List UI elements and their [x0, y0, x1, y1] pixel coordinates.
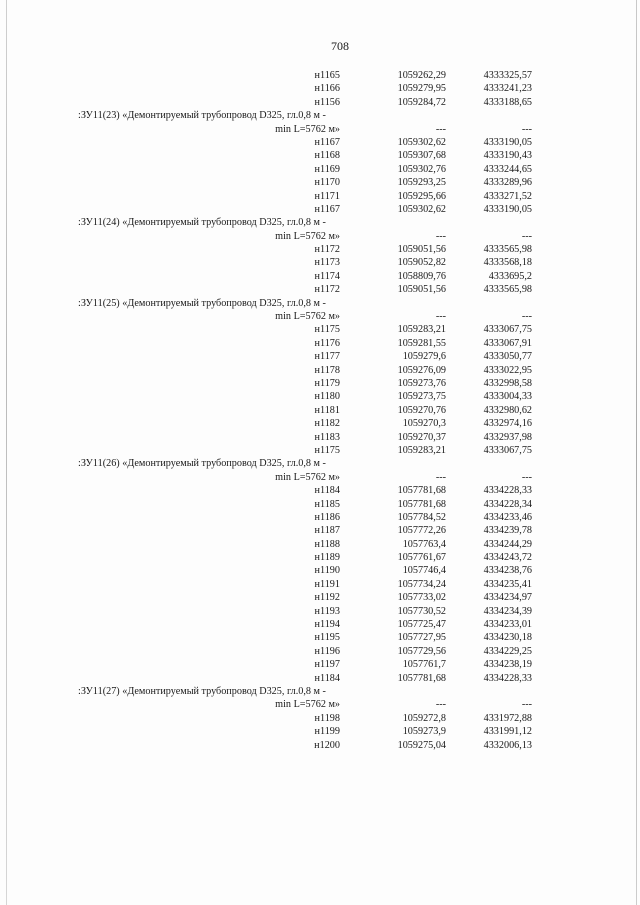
coordinate-x: 1059272,8 [402, 712, 446, 724]
point-id: н1167 [314, 203, 340, 215]
table-row [78, 364, 532, 377]
coordinate-y: 4333188,65 [483, 96, 532, 108]
coordinate-y: 4334230,18 [483, 632, 532, 644]
parcel-header-row [78, 471, 532, 484]
table-row [78, 631, 532, 644]
table-row [78, 377, 532, 390]
point-id: н1188 [314, 538, 340, 550]
point-id: н1193 [314, 605, 340, 617]
coordinate-x: 1059295,66 [397, 190, 446, 202]
point-id: н1178 [314, 364, 340, 376]
coordinate-y: 4333067,91 [483, 337, 532, 349]
coordinate-x: 1059293,25 [397, 177, 446, 189]
coordinate-x: 1059281,55 [397, 337, 446, 349]
point-id: н1179 [314, 377, 340, 389]
table-row [78, 484, 532, 497]
coordinate-x: 1057772,26 [397, 525, 446, 537]
table-row [78, 404, 532, 417]
parcel-header-length: min L=5762 м» [275, 230, 340, 242]
coordinate-y: 4334234,39 [483, 605, 532, 617]
coordinate-y: 4332006,13 [483, 739, 532, 751]
coordinate-x: 1059275,04 [397, 739, 446, 751]
coordinate-y: 4334239,78 [483, 525, 532, 537]
coordinate-y: 4333190,05 [483, 203, 532, 215]
parcel-header-title: :ЗУ11(23) «Демонтируемый трубопровод D325, гл.0,8 м - [78, 110, 326, 122]
table-row [78, 672, 532, 685]
table-row [78, 69, 532, 82]
coordinate-x: 1057781,68 [397, 498, 446, 510]
table-row [78, 605, 532, 618]
coordinate-y: 4332974,16 [483, 418, 532, 430]
coordinate-x: 1059270,76 [397, 404, 446, 416]
parcel-header-title: :ЗУ11(25) «Демонтируемый трубопровод D325, гл.0,8 м - [78, 297, 326, 309]
coordinate-x: 1059273,75 [397, 391, 446, 403]
coordinate-y: 4333271,52 [483, 190, 532, 202]
table-row [78, 551, 532, 564]
coordinate-y: 4334228,33 [483, 485, 532, 497]
coordinate-y: 4334228,34 [483, 498, 532, 510]
coordinate-x: 1059284,72 [397, 96, 446, 108]
coordinate-x: 1059270,3 [402, 418, 446, 430]
coordinate-y: 4333050,77 [483, 351, 532, 363]
header-x-placeholder: --- [435, 699, 446, 711]
point-id: н1195 [314, 632, 340, 644]
coordinate-y: 4333022,95 [483, 364, 532, 376]
coordinate-y: 4334238,76 [483, 565, 532, 577]
page-number: 708 [331, 39, 349, 53]
table-row [78, 190, 532, 203]
table-row [78, 96, 532, 109]
coordinate-y: 4333067,75 [483, 324, 532, 336]
point-id: н1173 [314, 257, 340, 269]
header-y-placeholder: --- [521, 311, 532, 323]
coordinate-x: 1057763,4 [402, 538, 446, 550]
point-id: н1170 [314, 177, 340, 189]
header-x-placeholder: --- [435, 311, 446, 323]
scan-edge-right [636, 0, 637, 905]
coordinate-x: 1059270,37 [397, 431, 446, 443]
coordinate-y: 4333565,98 [483, 244, 532, 256]
parcel-header-row [78, 698, 532, 711]
point-id: н1168 [314, 150, 340, 162]
table-row [78, 511, 532, 524]
table-row [78, 323, 532, 336]
point-id: н1177 [314, 351, 340, 363]
point-id: н1183 [314, 431, 340, 443]
coordinate-x: 1059052,82 [397, 257, 446, 269]
header-y-placeholder: --- [521, 471, 532, 483]
header-x-placeholder: --- [435, 230, 446, 242]
table-row [78, 149, 532, 162]
point-id: н1192 [314, 592, 340, 604]
point-id: н1198 [314, 712, 340, 724]
parcel-header-title: :ЗУ11(26) «Демонтируемый трубопровод D325, гл.0,8 м - [78, 458, 326, 470]
header-x-placeholder: --- [435, 471, 446, 483]
coordinate-x: 1058809,76 [397, 270, 446, 282]
point-id: н1166 [314, 83, 340, 95]
table-row [78, 163, 532, 176]
point-id: н1176 [314, 337, 340, 349]
coordinate-x: 1059307,68 [397, 150, 446, 162]
table-row [78, 645, 532, 658]
coordinate-x: 1059262,29 [397, 70, 446, 81]
coordinate-y: 4333004,33 [483, 391, 532, 403]
table-row [78, 417, 532, 430]
table-row [78, 350, 532, 363]
coordinate-x: 1057781,68 [397, 672, 446, 684]
point-id: н1194 [314, 619, 340, 631]
point-id: н1175 [314, 444, 340, 456]
header-y-placeholder: --- [521, 699, 532, 711]
table-row [78, 725, 532, 738]
coordinate-x: 1059276,09 [397, 364, 446, 376]
table-row [78, 739, 532, 752]
coordinate-x: 1057781,68 [397, 485, 446, 497]
coordinate-x: 1057733,02 [397, 592, 446, 604]
point-id: н1189 [314, 552, 340, 564]
point-id: н1174 [314, 270, 340, 282]
coordinate-y: 4332998,58 [483, 377, 532, 389]
table-row [78, 270, 532, 283]
coordinate-x: 1057761,7 [402, 659, 446, 671]
point-id: н1196 [314, 645, 340, 657]
coordinate-x: 1059283,21 [397, 444, 446, 456]
point-id: н1191 [314, 578, 340, 590]
header-y-placeholder: --- [521, 123, 532, 135]
point-id: н1187 [314, 525, 340, 537]
table-row [78, 431, 532, 444]
coordinate-y: 4333568,18 [483, 257, 532, 269]
coordinate-y: 4333241,23 [483, 83, 532, 95]
parcel-header-title: :ЗУ11(27) «Демонтируемый трубопровод D325, гл.0,8 м - [78, 685, 326, 697]
table-row [78, 658, 532, 671]
table-row [78, 618, 532, 631]
table-row [78, 82, 532, 95]
table-row [78, 444, 532, 457]
point-id: н1169 [314, 163, 340, 175]
coordinate-x: 1059302,76 [397, 163, 446, 175]
point-id: н1190 [314, 565, 340, 577]
coordinate-y: 4333190,43 [483, 150, 532, 162]
point-id: н1171 [314, 190, 340, 202]
coordinates-table [78, 69, 532, 752]
coordinate-x: 1059051,56 [397, 244, 446, 256]
table-row [78, 712, 532, 725]
coordinate-x: 1059051,56 [397, 284, 446, 296]
point-id: н1199 [314, 726, 340, 738]
point-id: н1185 [314, 498, 340, 510]
point-id: н1186 [314, 511, 340, 523]
coordinate-y: 4334233,01 [483, 619, 532, 631]
point-id: н1156 [314, 96, 340, 108]
table-row [78, 243, 532, 256]
coordinate-x: 1059279,6 [402, 351, 446, 363]
point-id: н1182 [314, 418, 340, 430]
parcel-header-length: min L=5762 м» [275, 699, 340, 711]
coordinate-y: 4333067,75 [483, 444, 532, 456]
coordinate-y: 4333325,57 [483, 70, 532, 81]
point-id: н1165 [314, 70, 340, 81]
table-row [78, 564, 532, 577]
table-row [78, 256, 532, 269]
coordinate-y: 4333190,05 [483, 136, 532, 148]
coordinate-x: 1057729,56 [397, 645, 446, 657]
coordinate-y: 4334229,25 [483, 645, 532, 657]
coordinate-x: 1057761,67 [397, 552, 446, 564]
coordinate-y: 4332980,62 [483, 404, 532, 416]
coordinate-x: 1057727,95 [397, 632, 446, 644]
coordinate-x: 1059283,21 [397, 324, 446, 336]
point-id: н1181 [314, 404, 340, 416]
parcel-header-row [78, 123, 532, 136]
coordinate-y: 4334244,29 [483, 538, 532, 550]
coordinate-y: 4334228,33 [483, 672, 532, 684]
point-id: н1200 [314, 739, 340, 751]
table-row [78, 591, 532, 604]
coordinate-x: 1057746,4 [402, 565, 446, 577]
parcel-header-row [78, 230, 532, 243]
parcel-header-title: :ЗУ11(24) «Демонтируемый трубопровод D325, гл.0,8 м - [78, 217, 326, 229]
point-id: н1180 [314, 391, 340, 403]
table-row [78, 203, 532, 216]
table-row [78, 578, 532, 591]
coordinate-x: 1059302,62 [397, 136, 446, 148]
table-row [78, 283, 532, 296]
coordinate-x: 1057734,24 [397, 578, 446, 590]
point-id: н1172 [314, 284, 340, 296]
header-y-placeholder: --- [521, 230, 532, 242]
coordinate-x: 1057730,52 [397, 605, 446, 617]
coordinate-y: 4331991,12 [483, 726, 532, 738]
point-id: н1184 [314, 485, 340, 497]
coordinate-y: 4334235,41 [483, 578, 532, 590]
parcel-header-row [78, 310, 532, 323]
coordinate-y: 4333565,98 [483, 284, 532, 296]
point-id: н1197 [314, 659, 340, 671]
coordinate-y: 4333695,2 [488, 270, 532, 282]
coordinate-x: 1059273,9 [402, 726, 446, 738]
coordinate-x: 1059279,95 [397, 83, 446, 95]
coordinate-x: 1059273,76 [397, 377, 446, 389]
point-id: н1167 [314, 136, 340, 148]
table-row [78, 524, 532, 537]
point-id: н1184 [314, 672, 340, 684]
coordinate-y: 4332937,98 [483, 431, 532, 443]
coordinate-y: 4333289,96 [483, 177, 532, 189]
scan-edge-left [6, 0, 7, 905]
coordinate-x: 1057725,47 [397, 619, 446, 631]
coordinate-x: 1057784,52 [397, 511, 446, 523]
coordinate-y: 4334243,72 [483, 552, 532, 564]
coordinate-y: 4333244,65 [483, 163, 532, 175]
table-row [78, 176, 532, 189]
point-id: н1172 [314, 244, 340, 256]
coordinate-y: 4334234,97 [483, 592, 532, 604]
table-row [78, 538, 532, 551]
parcel-header-length: min L=5762 м» [275, 471, 340, 483]
table-row [78, 337, 532, 350]
header-x-placeholder: --- [435, 123, 446, 135]
table-row [78, 390, 532, 403]
parcel-header-length: min L=5762 м» [275, 123, 340, 135]
coordinate-y: 4334233,46 [483, 511, 532, 523]
point-id: н1175 [314, 324, 340, 336]
table-row [78, 136, 532, 149]
coordinate-x: 1059302,62 [397, 203, 446, 215]
parcel-header-length: min L=5762 м» [275, 311, 340, 323]
table-row [78, 498, 532, 511]
coordinate-y: 4334238,19 [483, 659, 532, 671]
coordinate-y: 4331972,88 [483, 712, 532, 724]
